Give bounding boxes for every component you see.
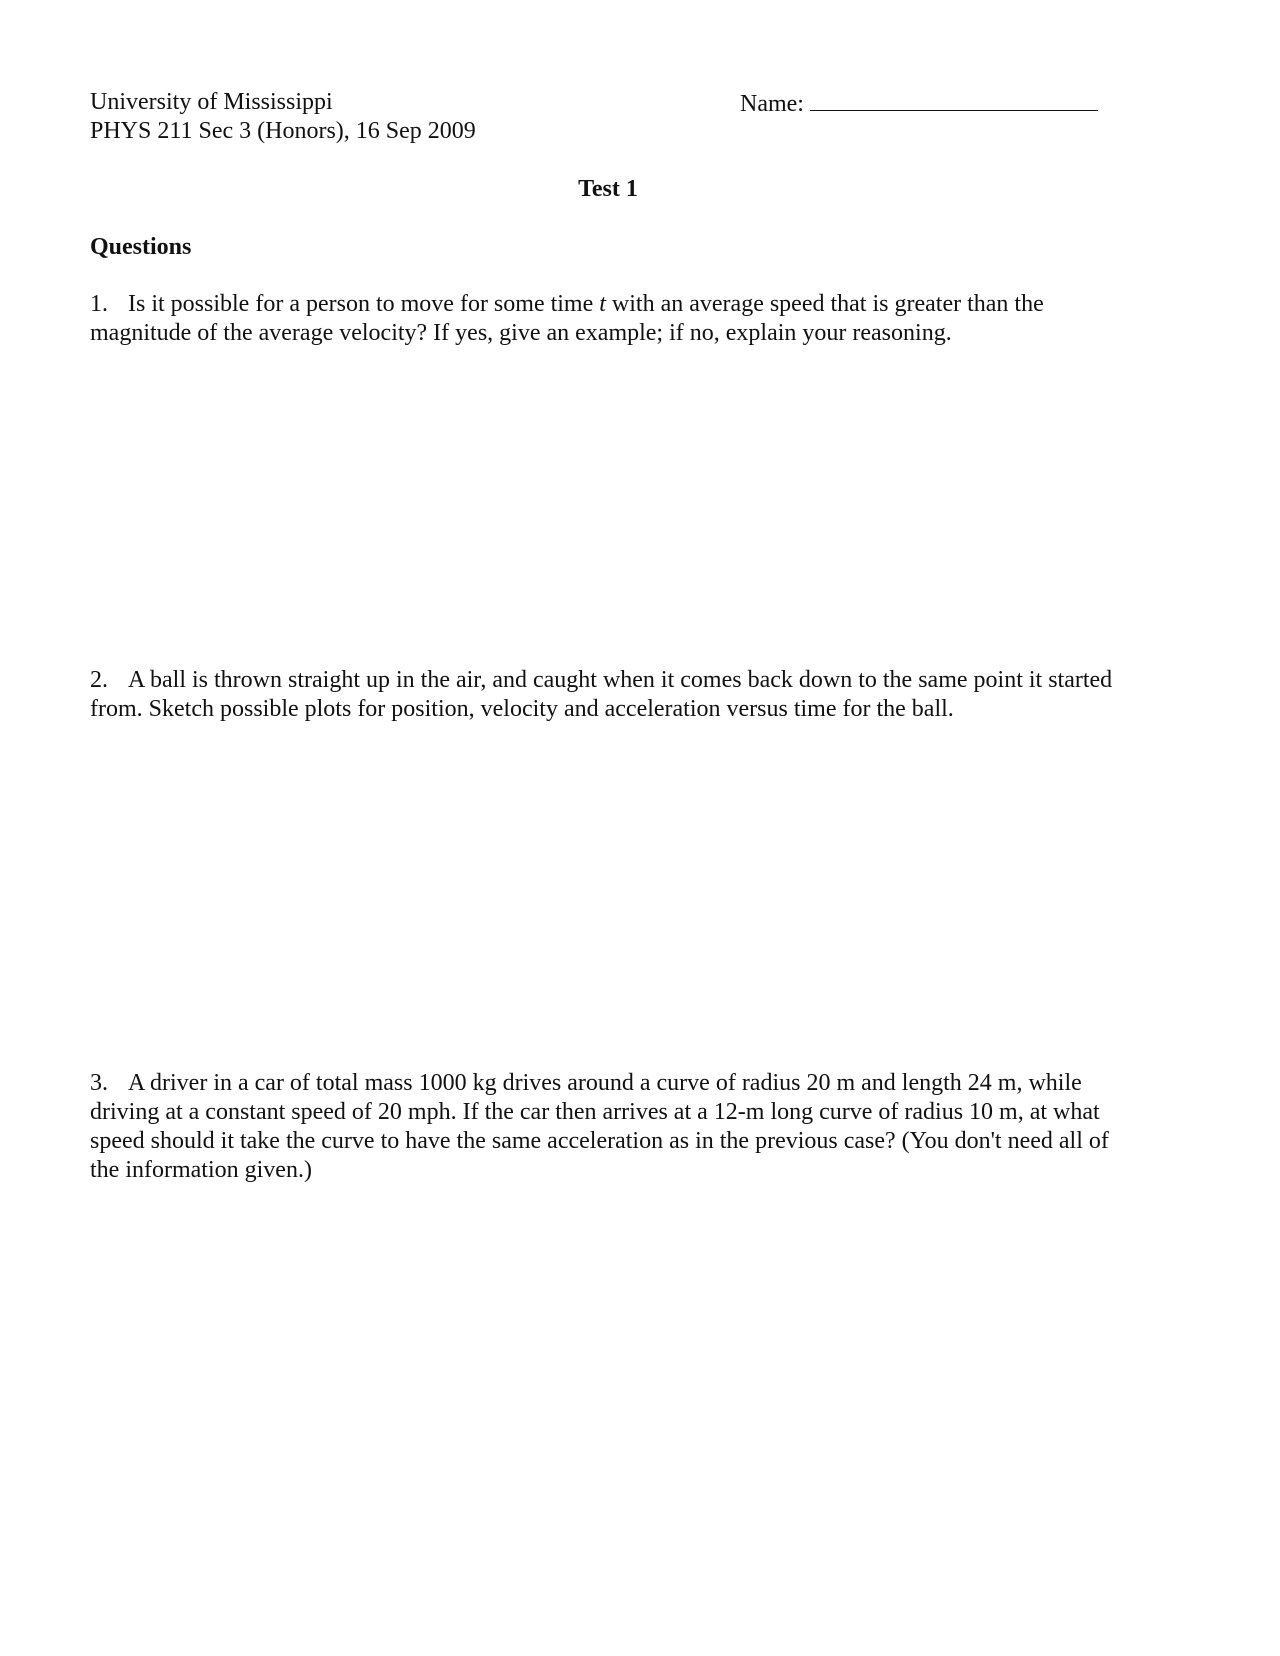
question-number: 1.: [90, 291, 108, 317]
page-title: Test 1: [578, 176, 638, 202]
name-label: Name:: [740, 91, 804, 117]
name-blank-line[interactable]: [810, 88, 1098, 111]
question-3: [90, 1069, 1140, 1185]
variable-t: t: [599, 291, 606, 317]
question-1: [90, 290, 1140, 348]
question-text: A driver in a car of total mass 1000 kg drives around a curve of radius 20 m and length 24 m, while driving at a constant speed of 20 mph. If the car then arrives at a 12-m long curve of radius 10 m, at what speed should it take the curve to have the same acceleration as in the previous case? (You don't need all of the information given.): [90, 1070, 1109, 1183]
name-field[interactable]: [740, 88, 1098, 119]
question-number: 2.: [90, 667, 108, 693]
course-info: PHYS 211 Sec 3 (Honors), 16 Sep 2009: [90, 118, 476, 144]
question-number: 3.: [90, 1070, 108, 1096]
institution-name: University of Mississippi: [90, 89, 333, 115]
header-left: [90, 88, 476, 146]
question-2: [90, 666, 1140, 724]
section-heading: Questions: [90, 234, 192, 260]
question-text-part: with an average speed that is greater than the magnitude of the average velocity? If yes, give an example; if no, explain your reasoning.: [90, 291, 1044, 346]
question-text-part: Is it possible for a person to move for some time: [128, 291, 600, 317]
question-text: A ball is thrown straight up in the air, and caught when it comes back down to the same point it started from. Sketch possible plots for position, velocity and acceleration versus time for the ball.: [90, 667, 1113, 722]
